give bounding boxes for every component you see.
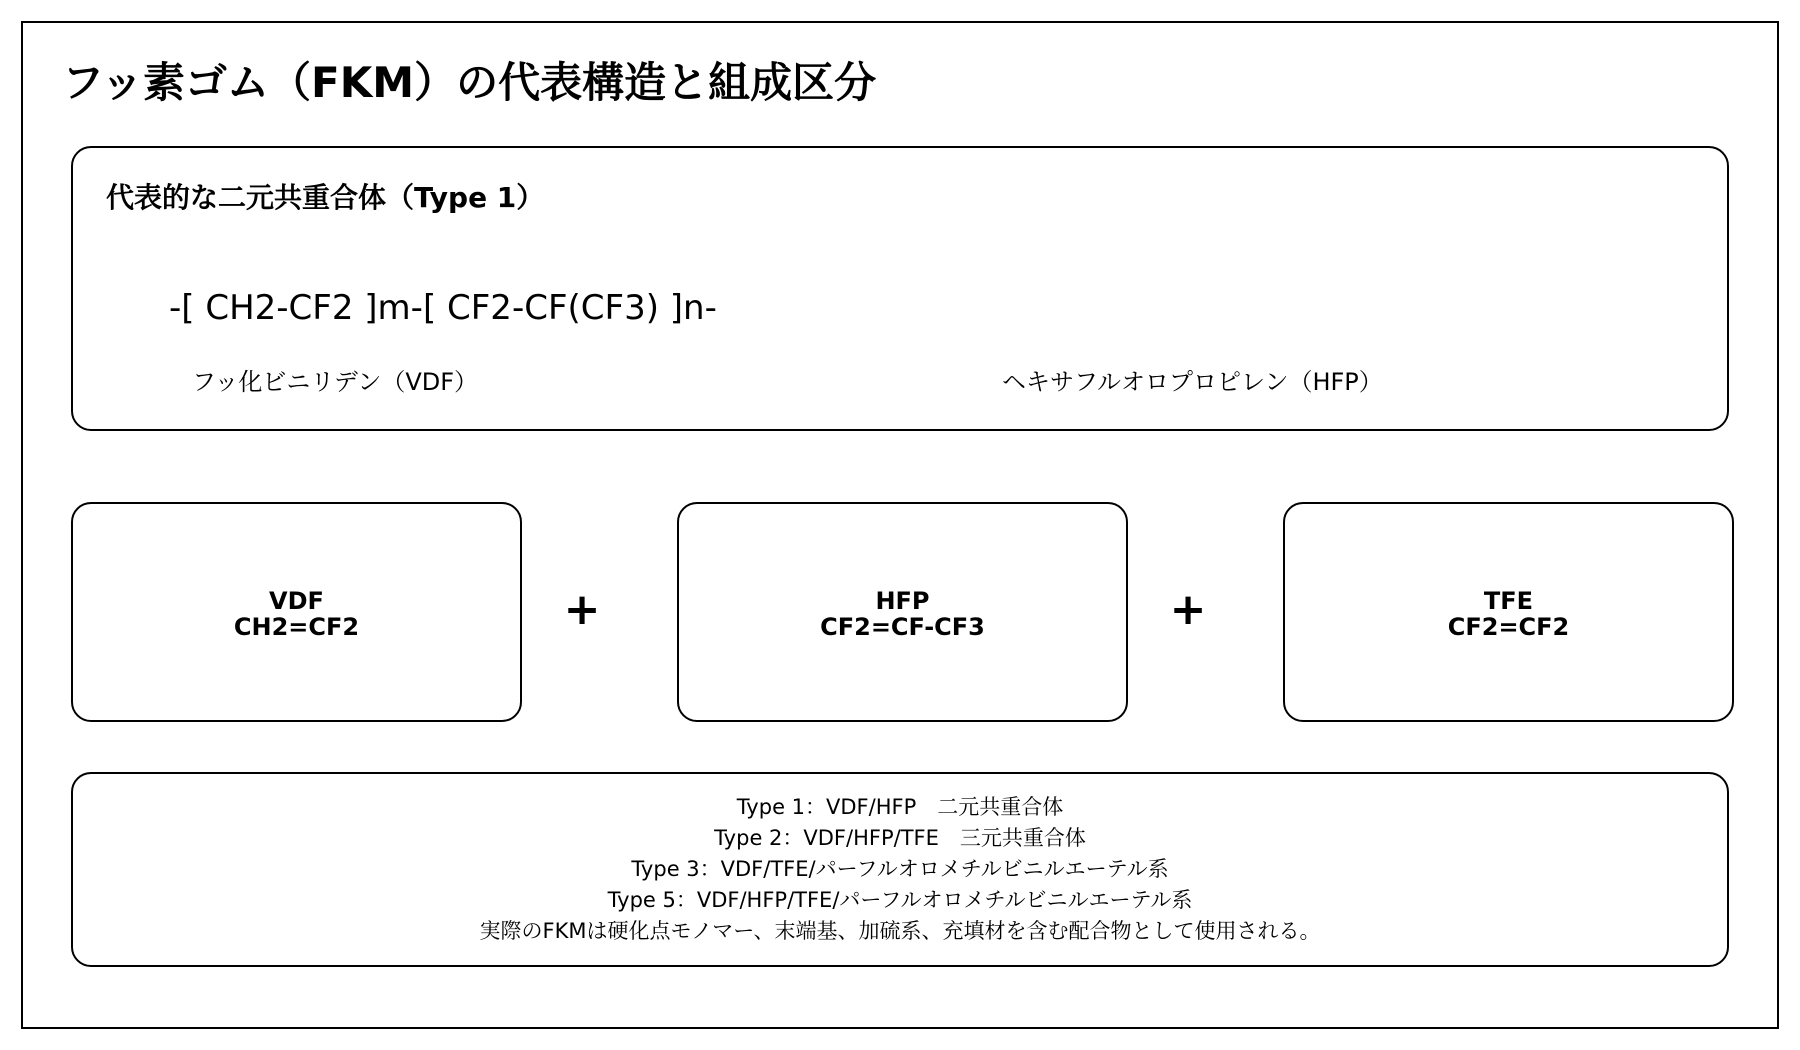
- plus-sign: +: [563, 584, 601, 635]
- monomer-formula: CF2=CF-CF3: [820, 613, 985, 641]
- vdf-label: フッ化ビニリデン（VDF）: [192, 368, 479, 396]
- monomer-formula: CH2=CF2: [233, 613, 360, 641]
- type-line: Type 1：VDF/HFP 二元共重合体: [736, 795, 1064, 819]
- monomer-box-vdf: [71, 502, 522, 722]
- plus-sign: +: [1169, 584, 1207, 635]
- structure-panel: [71, 146, 1729, 431]
- hfp-label: ヘキサフルオロプロピレン（HFP）: [1002, 368, 1383, 396]
- monomer-name: VDF: [269, 587, 324, 615]
- type-line: Type 5：VDF/HFP/TFE/パーフルオロメチルビニルエーテル系: [607, 888, 1193, 912]
- monomer-name: TFE: [1483, 587, 1534, 615]
- monomer-formula: CF2=CF2: [1447, 613, 1570, 641]
- page-title: フッ素ゴム（FKM）の代表構造と組成区分: [62, 58, 877, 107]
- monomer-name: HFP: [875, 587, 930, 615]
- structure-heading: 代表的な二元共重合体（Type 1）: [106, 181, 545, 214]
- type-line: Type 3：VDF/TFE/パーフルオロメチルビニルエーテル系: [631, 857, 1169, 881]
- type-classification-panel: [71, 772, 1729, 967]
- copolymer-formula: -[ CH2-CF2 ]m-[ CF2-CF(CF3) ]n-: [169, 288, 717, 328]
- monomer-box-tfe: [1283, 502, 1734, 722]
- monomer-box-hfp: [677, 502, 1128, 722]
- usage-note: 実際のFKMは硬化点モノマー、末端基、加硫系、充填材を含む配合物として使用される。: [479, 919, 1321, 943]
- type-line: Type 2：VDF/HFP/TFE 三元共重合体: [714, 826, 1086, 850]
